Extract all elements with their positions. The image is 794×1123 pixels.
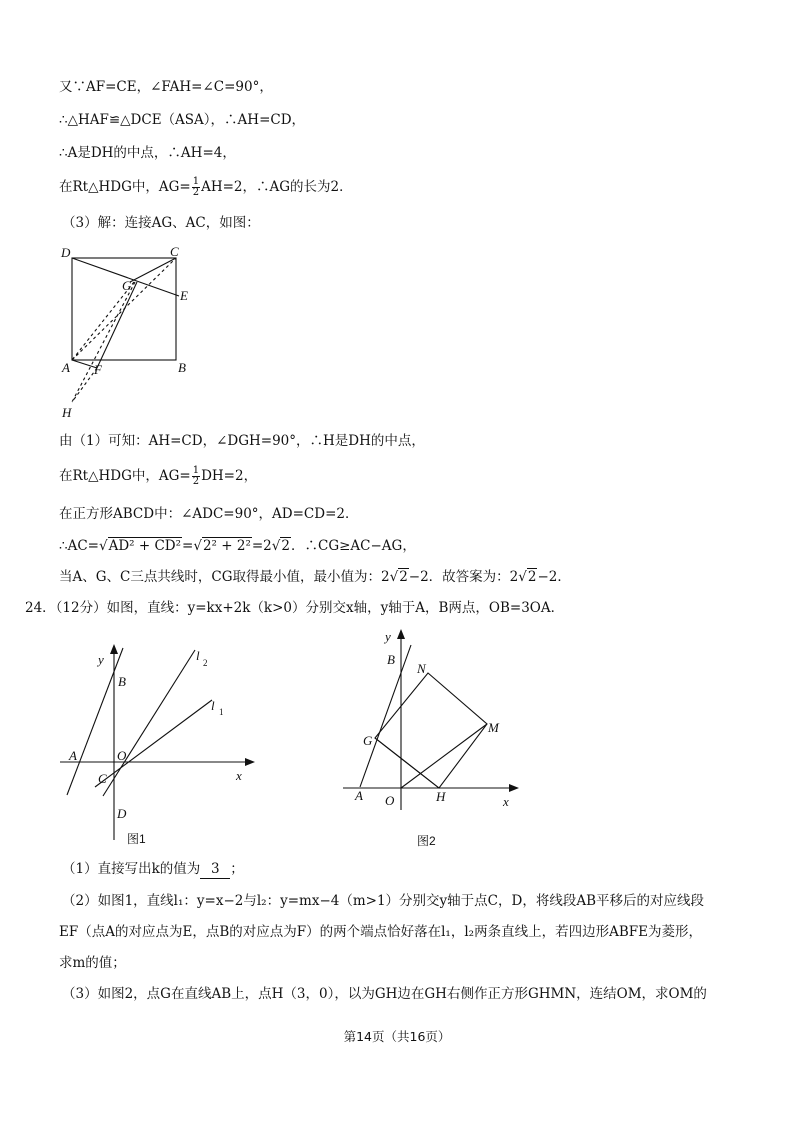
x-axis-arrow <box>245 758 255 766</box>
svg-text:N: N <box>417 661 426 676</box>
figure-1-caption: 图1 <box>127 832 146 846</box>
figure-1 <box>55 640 265 850</box>
part-3: （3）如图2，点G在直线AB上，点H（3，0），以为GH边在GH右侧作正方形GHMN，连结OM，求OM的 <box>62 986 707 1002</box>
line-ab <box>360 645 411 787</box>
fraction-half: $\frac{1}{2}$ <box>192 176 200 198</box>
page-footer: 第14页（共16页） <box>343 1029 451 1044</box>
svg-text:D: D <box>117 806 127 821</box>
text-line-8: 在正方形ABCD中：∠ADC=90°，AD=CD=2． <box>59 506 359 522</box>
svg-text:l: l <box>211 698 215 713</box>
svg-text:E: E <box>180 288 188 303</box>
text-line-7: 在Rt△HDG中，AG= $\frac{1}{2}$ DH=2， <box>59 465 258 487</box>
svg-text:l: l <box>196 648 200 663</box>
text-line-4-a: 在Rt△HDG中，AG= <box>59 179 191 195</box>
y-axis-arrow <box>110 644 118 654</box>
svg-text:M: M <box>488 720 499 735</box>
text-line-10: 当A、G、C三点共线时，CG取得最小值，最小值为：2√2−2．故答案为：2√2−2． <box>59 569 571 585</box>
svg-text:A: A <box>355 788 363 803</box>
part-2-line-1: （2）如图1，直线l₁：y=x−2与l₂：y=mx−4（m>1）分别交y轴于点C，D，将线段AB平移后的对应线段 <box>62 893 704 909</box>
svg-text:G: G <box>363 733 373 748</box>
part-2-line-2: EF（点A的对应点为E，点B的对应点为F）的两个端点恰好落在l₁，l₂两条直线上，若四边形ABFE为菱形， <box>59 924 702 940</box>
svg-text:C: C <box>98 771 107 786</box>
svg-text:B: B <box>118 674 126 689</box>
part-2-line-3: 求m的值； <box>59 955 126 971</box>
segment-gh <box>375 738 439 788</box>
figure-2-caption: 图2 <box>417 834 436 848</box>
text-line-3: ∴A是DH的中点，∴AH=4， <box>59 145 236 161</box>
svg-text:O: O <box>117 748 127 763</box>
figure-2 <box>335 625 525 855</box>
svg-text:H: H <box>436 789 446 804</box>
svg-text:G: G <box>122 278 132 293</box>
dashed-ac <box>72 258 176 360</box>
text-line-6: 由（1）可知：AH=CD，∠DGH=90°，∴H是DH的中点， <box>59 433 425 449</box>
question-24: 24．（12分）如图，直线：y=kx+2k（k>0）分别交x轴，y轴于A，B两点，OB=3OA． <box>25 600 565 616</box>
part-1: （1）直接写出k的值为 3 ； <box>62 861 244 877</box>
answer-k: 3 <box>200 860 230 879</box>
segment-gf <box>97 282 137 368</box>
svg-text:A: A <box>69 748 77 763</box>
svg-text:2: 2 <box>203 658 208 668</box>
fraction-half-2: $\frac{1}{2}$ <box>192 465 200 487</box>
svg-text:x: x <box>236 768 242 783</box>
segment-om <box>401 724 487 788</box>
line-l1 <box>95 700 212 787</box>
text-line-1: 又∵AF=CE，∠FAH=∠C=90°， <box>59 79 273 95</box>
square-figure <box>55 240 205 420</box>
text-line-2: ∴△HAF≌△DCE（ASA），∴AH=CD， <box>59 112 306 128</box>
dashed-gh <box>72 282 135 402</box>
svg-text:D: D <box>61 245 71 260</box>
dashed-ag <box>72 282 134 360</box>
text-line-4-b: AH=2，∴AG的长为2． <box>201 179 353 195</box>
text-line-5: （3）解：连接AG、AC，如图： <box>62 215 260 231</box>
text-line-9: ∴AC=√AD² + CD²=√2² + 2²=2√2．∴CG≥AC−AG， <box>59 538 416 554</box>
text-line-4 <box>59 177 353 198</box>
x-axis-arrow <box>509 784 519 792</box>
svg-text:A: A <box>62 360 70 375</box>
svg-text:1: 1 <box>219 707 224 717</box>
svg-text:B: B <box>178 360 186 375</box>
svg-text:C: C <box>170 244 179 259</box>
svg-text:O: O <box>385 793 395 808</box>
svg-text:H: H <box>62 405 72 420</box>
svg-text:x: x <box>503 794 509 809</box>
svg-text:y: y <box>98 652 104 667</box>
square-ghmn <box>375 673 487 788</box>
segment-cg <box>130 258 176 282</box>
svg-text:B: B <box>387 652 395 667</box>
svg-text:y: y <box>385 629 391 644</box>
y-axis-arrow <box>397 629 405 639</box>
svg-text:F: F <box>94 362 102 377</box>
